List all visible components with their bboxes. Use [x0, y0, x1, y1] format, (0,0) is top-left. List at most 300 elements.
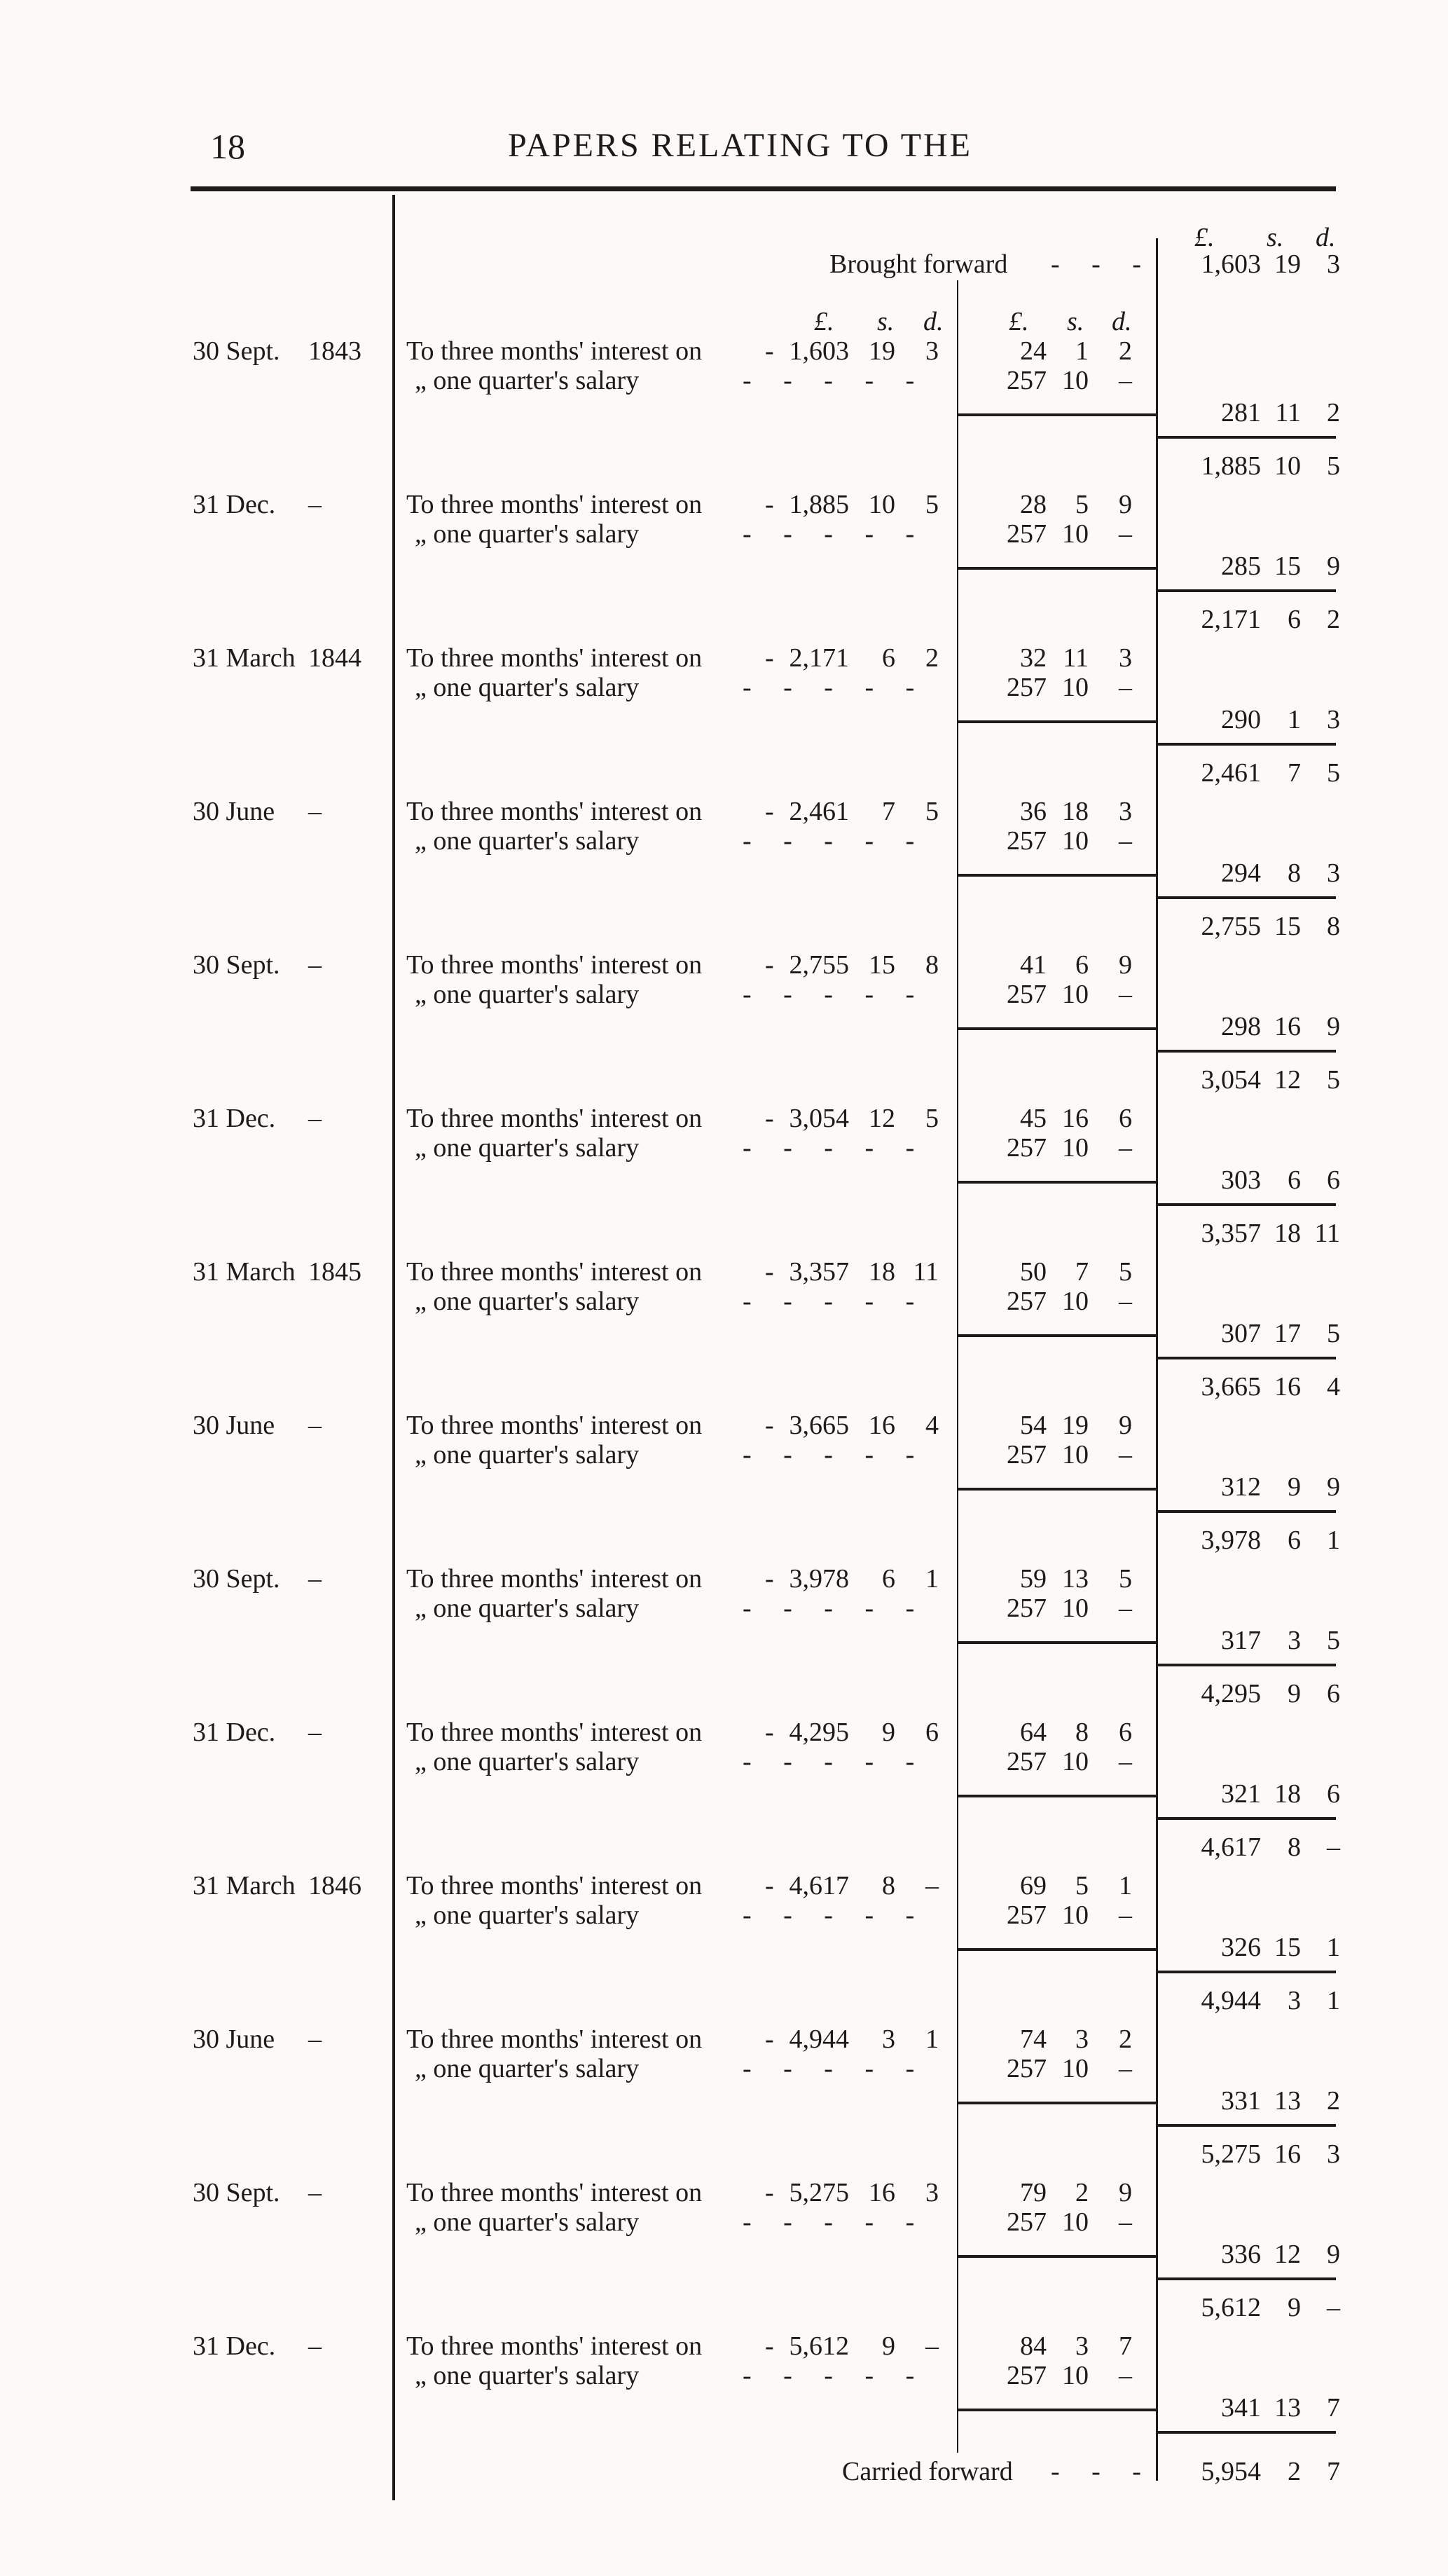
- principal-leader-dash: -: [765, 1871, 774, 1900]
- running-balance-pounds: 2,461: [1201, 758, 1261, 788]
- interest-pounds: 54: [1020, 1411, 1047, 1440]
- entry-date: 30 June: [193, 1411, 275, 1440]
- interest-pence: 6: [1119, 1718, 1132, 1747]
- salary-pounds: 257: [1007, 1747, 1047, 1776]
- principal-pounds: 3,357: [789, 1257, 849, 1287]
- salary-description: „ one quarter's salary: [415, 2054, 640, 2083]
- interest-description: To three months' interest on: [406, 490, 703, 519]
- quarter-total-pence: 9: [1327, 1012, 1340, 1041]
- quarter-total-pence: 6: [1327, 1779, 1340, 1809]
- running-balance-shillings: 15: [1274, 912, 1301, 941]
- interest-pounds: 74: [1020, 2025, 1047, 2054]
- subtotal-rule: [958, 567, 1157, 570]
- interest-pounds: 84: [1020, 2331, 1047, 2361]
- interest-description: To three months' interest on: [406, 336, 703, 366]
- interest-column-rule: [957, 280, 958, 2453]
- salary-pounds: 257: [1007, 366, 1047, 395]
- principal-pence: 3: [925, 336, 939, 366]
- quarter-total-pounds: 281: [1221, 398, 1261, 427]
- quarter-total-shillings: 3: [1288, 1626, 1301, 1655]
- salary-shillings: 10: [1062, 980, 1089, 1009]
- entry-date: 30 Sept.: [193, 950, 280, 980]
- running-title: PAPERS RELATING TO THE: [508, 127, 972, 164]
- quarter-total-pounds: 298: [1221, 1012, 1261, 1041]
- entry-date: 31 Dec.: [193, 490, 276, 519]
- running-balance-pence: 8: [1327, 912, 1340, 941]
- quarter-total-pounds: 285: [1221, 551, 1261, 581]
- principal-leader-dash: -: [765, 1257, 774, 1287]
- salary-shillings: 10: [1062, 1747, 1089, 1776]
- salary-pounds: 257: [1007, 519, 1047, 549]
- quarter-total-shillings: 12: [1274, 2240, 1301, 2269]
- principal-leader-dash: -: [765, 1718, 774, 1747]
- quarter-total-pence: 2: [1327, 398, 1340, 427]
- salary-shillings: 10: [1062, 1594, 1089, 1623]
- salary-leader: - - - - -: [743, 1747, 928, 1776]
- quarter-total-pence: 5: [1327, 1626, 1340, 1655]
- principal-shillings: 6: [882, 1564, 895, 1594]
- running-balance-shillings: 8: [1288, 1832, 1301, 1862]
- running-balance-shillings: 18: [1274, 1219, 1301, 1248]
- salary-pence: –: [1119, 1440, 1132, 1469]
- running-balance-pounds: 2,755: [1201, 912, 1261, 941]
- principal-pounds: 3,665: [789, 1411, 849, 1440]
- entry-year: –: [308, 950, 322, 980]
- quarter-total-pence: 6: [1327, 1165, 1340, 1195]
- interest-pence: 9: [1119, 2178, 1132, 2207]
- principal-shillings: 7: [882, 797, 895, 826]
- interest-description: To three months' interest on: [406, 643, 703, 673]
- quarter-total-pence: 3: [1327, 705, 1340, 734]
- principal-shillings-header: s.: [877, 307, 895, 336]
- interest-description: To three months' interest on: [406, 1871, 703, 1900]
- balance-rule: [1157, 1971, 1336, 1973]
- page-number: 18: [210, 127, 245, 166]
- quarter-total-pounds: 290: [1221, 705, 1261, 734]
- interest-pence-header: d.: [1112, 307, 1132, 336]
- entry-date: 31 March: [193, 1871, 296, 1900]
- principal-shillings: 18: [869, 1257, 895, 1287]
- interest-shillings: 5: [1075, 1871, 1089, 1900]
- salary-shillings: 10: [1062, 1133, 1089, 1163]
- salary-leader: - - - - -: [743, 1287, 928, 1316]
- principal-pounds: 1,603: [789, 336, 849, 366]
- interest-pounds: 59: [1020, 1564, 1047, 1594]
- entry-year: –: [308, 2025, 322, 2054]
- quarter-total-shillings: 11: [1275, 398, 1301, 427]
- running-balance-shillings: 10: [1274, 451, 1301, 481]
- entry-date: 30 Sept.: [193, 1564, 280, 1594]
- subtotal-rule: [958, 2409, 1157, 2411]
- entry-year: –: [308, 1411, 322, 1440]
- principal-shillings: 8: [882, 1871, 895, 1900]
- interest-shillings: 5: [1075, 490, 1089, 519]
- principal-leader-dash: -: [765, 1564, 774, 1594]
- salary-description: „ one quarter's salary: [415, 1594, 640, 1623]
- principal-pounds: 3,054: [789, 1104, 849, 1133]
- carried-forward-pounds: 5,954: [1201, 2457, 1261, 2486]
- running-balance-pounds: 1,885: [1201, 451, 1261, 481]
- interest-pence: 3: [1119, 797, 1132, 826]
- totals-column-rule: [1156, 238, 1158, 2481]
- brought-forward-label: Brought forward: [829, 249, 1008, 279]
- brought-forward-leader: - - -: [1051, 249, 1154, 279]
- salary-description: „ one quarter's salary: [415, 980, 640, 1009]
- quarter-total-pence: 9: [1327, 551, 1340, 581]
- salary-pence: –: [1119, 826, 1132, 856]
- quarter-total-shillings: 9: [1288, 1472, 1301, 1502]
- salary-pounds: 257: [1007, 1287, 1047, 1316]
- quarter-total-shillings: 6: [1288, 1165, 1301, 1195]
- interest-pence: 5: [1119, 1564, 1132, 1594]
- principal-leader-dash: -: [765, 643, 774, 673]
- principal-shillings: 16: [869, 1411, 895, 1440]
- interest-description: To three months' interest on: [406, 1104, 703, 1133]
- quarter-total-pence: 5: [1327, 1319, 1340, 1348]
- quarter-total-shillings: 17: [1274, 1319, 1301, 1348]
- quarter-total-shillings: 13: [1274, 2086, 1301, 2116]
- brought-forward-shillings: 19: [1274, 249, 1301, 279]
- quarter-total-pence: 7: [1327, 2393, 1340, 2423]
- quarter-total-pence: 2: [1327, 2086, 1340, 2116]
- interest-pence: 2: [1119, 2025, 1132, 2054]
- principal-leader-dash: -: [765, 2178, 774, 2207]
- running-balance-pence: –: [1327, 1832, 1340, 1862]
- balance-rule: [1157, 589, 1336, 592]
- salary-description: „ one quarter's salary: [415, 673, 640, 702]
- interest-pounds: 79: [1020, 2178, 1047, 2207]
- principal-leader-dash: -: [765, 2025, 774, 2054]
- quarter-total-pounds: 321: [1221, 1779, 1261, 1809]
- running-balance-shillings: 6: [1288, 1526, 1301, 1555]
- principal-pounds: 2,171: [789, 643, 849, 673]
- principal-shillings: 16: [869, 2178, 895, 2207]
- principal-shillings: 10: [869, 490, 895, 519]
- principal-shillings: 9: [882, 1718, 895, 1747]
- principal-leader-dash: -: [765, 2331, 774, 2361]
- salary-shillings: 10: [1062, 826, 1089, 856]
- brought-forward-pounds: 1,603: [1201, 249, 1261, 279]
- entry-date: 30 Sept.: [193, 336, 280, 366]
- interest-shillings: 2: [1075, 2178, 1089, 2207]
- running-balance-pounds: 2,171: [1201, 605, 1261, 634]
- principal-pence: 3: [925, 2178, 939, 2207]
- subtotal-rule: [958, 1641, 1157, 1644]
- running-balance-pounds: 3,054: [1201, 1065, 1261, 1095]
- interest-shillings: 13: [1062, 1564, 1089, 1594]
- interest-pence: 9: [1119, 950, 1132, 980]
- interest-description: To three months' interest on: [406, 1564, 703, 1594]
- balance-rule: [1157, 1203, 1336, 1206]
- interest-shillings: 7: [1075, 1257, 1089, 1287]
- salary-shillings: 10: [1062, 673, 1089, 702]
- principal-pounds: 4,295: [789, 1718, 849, 1747]
- date-column-rule: [392, 195, 395, 2500]
- quarter-total-pence: 9: [1327, 1472, 1340, 1502]
- salary-description: „ one quarter's salary: [415, 2207, 640, 2237]
- balance-rule: [1157, 1817, 1336, 1820]
- salary-pounds: 257: [1007, 2361, 1047, 2390]
- subtotal-rule: [958, 1027, 1157, 1030]
- salary-leader: - - - - -: [743, 673, 928, 702]
- salary-pence: –: [1119, 1133, 1132, 1163]
- subtotal-rule: [958, 2102, 1157, 2104]
- principal-pence: 5: [925, 1104, 939, 1133]
- balance-rule: [1157, 2277, 1336, 2280]
- salary-shillings: 10: [1062, 2054, 1089, 2083]
- quarter-total-pounds: 326: [1221, 1933, 1261, 1962]
- subtotal-rule: [958, 1795, 1157, 1797]
- carried-forward-shillings: 2: [1288, 2457, 1301, 2486]
- interest-pounds: 50: [1020, 1257, 1047, 1287]
- running-balance-shillings: 16: [1274, 1372, 1301, 1402]
- principal-leader-dash: -: [765, 336, 774, 366]
- salary-pence: –: [1119, 2207, 1132, 2237]
- interest-shillings-header: s.: [1067, 307, 1084, 336]
- salary-pence: –: [1119, 1900, 1132, 1930]
- salary-pounds: 257: [1007, 2054, 1047, 2083]
- salary-leader: - - - - -: [743, 980, 928, 1009]
- quarter-total-shillings: 15: [1274, 551, 1301, 581]
- interest-pounds: 64: [1020, 1718, 1047, 1747]
- running-balance-pounds: 4,944: [1201, 1986, 1261, 2015]
- balance-rule: [1157, 896, 1336, 899]
- balance-rule: [1157, 1357, 1336, 1359]
- entry-date: 31 Dec.: [193, 1104, 276, 1133]
- salary-pence: –: [1119, 1594, 1132, 1623]
- running-balance-shillings: 16: [1274, 2139, 1301, 2169]
- salary-pence: –: [1119, 2361, 1132, 2390]
- entry-date: 31 Dec.: [193, 1718, 276, 1747]
- interest-description: To three months' interest on: [406, 1257, 703, 1287]
- salary-shillings: 10: [1062, 519, 1089, 549]
- salary-description: „ one quarter's salary: [415, 1900, 640, 1930]
- running-balance-pounds: 3,665: [1201, 1372, 1261, 1402]
- quarter-total-pence: 3: [1327, 858, 1340, 888]
- running-balance-pence: 6: [1327, 1679, 1340, 1708]
- principal-pence-header: d.: [923, 307, 944, 336]
- quarter-total-pounds: 317: [1221, 1626, 1261, 1655]
- entry-year: –: [308, 2331, 322, 2361]
- interest-pounds: 32: [1020, 643, 1047, 673]
- balance-rule: [1157, 1050, 1336, 1053]
- principal-pence: –: [925, 2331, 939, 2361]
- entry-date: 30 June: [193, 2025, 275, 2054]
- salary-shillings: 10: [1062, 366, 1089, 395]
- principal-pence: 11: [913, 1257, 939, 1287]
- principal-pence: 5: [925, 797, 939, 826]
- principal-leader-dash: -: [765, 797, 774, 826]
- running-balance-pounds: 5,612: [1201, 2293, 1261, 2322]
- interest-pounds-header: £.: [1009, 307, 1029, 336]
- carried-forward-leader: - - -: [1051, 2457, 1154, 2486]
- principal-pounds: 1,885: [789, 490, 849, 519]
- quarter-total-pounds: 303: [1221, 1165, 1261, 1195]
- quarter-total-pounds: 312: [1221, 1472, 1261, 1502]
- salary-description: „ one quarter's salary: [415, 2361, 640, 2390]
- interest-pence: 9: [1119, 490, 1132, 519]
- salary-leader: - - - - -: [743, 1133, 928, 1163]
- quarter-total-pounds: 307: [1221, 1319, 1261, 1348]
- brought-forward-pence: 3: [1327, 249, 1340, 279]
- balance-rule: [1157, 1664, 1336, 1666]
- carried-forward-pence: 7: [1327, 2457, 1340, 2486]
- interest-pence: 6: [1119, 1104, 1132, 1133]
- entry-year: 1843: [308, 336, 361, 366]
- salary-leader: - - - - -: [743, 366, 928, 395]
- interest-shillings: 8: [1075, 1718, 1089, 1747]
- subtotal-rule: [958, 413, 1157, 416]
- running-balance-shillings: 7: [1288, 758, 1301, 788]
- interest-shillings: 11: [1063, 643, 1089, 673]
- principal-shillings: 15: [869, 950, 895, 980]
- subtotal-rule: [958, 1334, 1157, 1337]
- principal-shillings: 12: [869, 1104, 895, 1133]
- quarter-total-shillings: 13: [1274, 2393, 1301, 2423]
- salary-pence: –: [1119, 2054, 1132, 2083]
- interest-shillings: 3: [1075, 2025, 1089, 2054]
- salary-shillings: 10: [1062, 1287, 1089, 1316]
- running-balance-shillings: 6: [1288, 605, 1301, 634]
- interest-pence: 7: [1119, 2331, 1132, 2361]
- interest-pounds: 69: [1020, 1871, 1047, 1900]
- principal-pence: 2: [925, 643, 939, 673]
- principal-leader-dash: -: [765, 490, 774, 519]
- balance-rule: [1157, 2431, 1336, 2434]
- principal-pence: 6: [925, 1718, 939, 1747]
- header-shillings: s.: [1267, 223, 1284, 252]
- carried-forward-label: Carried forward: [842, 2457, 1013, 2486]
- quarter-total-shillings: 15: [1274, 1933, 1301, 1962]
- salary-shillings: 10: [1062, 1440, 1089, 1469]
- interest-description: To three months' interest on: [406, 797, 703, 826]
- running-balance-pounds: 3,357: [1201, 1219, 1261, 1248]
- principal-leader-dash: -: [765, 950, 774, 980]
- principal-pence: 5: [925, 490, 939, 519]
- salary-pounds: 257: [1007, 1133, 1047, 1163]
- salary-pence: –: [1119, 1747, 1132, 1776]
- salary-pounds: 257: [1007, 1594, 1047, 1623]
- balance-rule: [1157, 743, 1336, 746]
- interest-shillings: 19: [1062, 1411, 1089, 1440]
- interest-description: To three months' interest on: [406, 2178, 703, 2207]
- principal-pounds: 4,944: [789, 2025, 849, 2054]
- quarter-total-shillings: 16: [1274, 1012, 1301, 1041]
- salary-pence: –: [1119, 1287, 1132, 1316]
- salary-leader: - - - - -: [743, 826, 928, 856]
- quarter-total-pence: 9: [1327, 2240, 1340, 2269]
- running-balance-shillings: 9: [1288, 1679, 1301, 1708]
- running-balance-pence: 5: [1327, 758, 1340, 788]
- salary-description: „ one quarter's salary: [415, 1747, 640, 1776]
- running-balance-pence: 1: [1327, 1986, 1340, 2015]
- salary-shillings: 10: [1062, 2361, 1089, 2390]
- principal-pence: –: [925, 1871, 939, 1900]
- principal-shillings: 3: [882, 2025, 895, 2054]
- principal-pounds: 5,612: [789, 2331, 849, 2361]
- running-balance-pence: 2: [1327, 605, 1340, 634]
- interest-pounds: 45: [1020, 1104, 1047, 1133]
- principal-pounds: 4,617: [789, 1871, 849, 1900]
- entry-date: 31 March: [193, 1257, 296, 1287]
- salary-pence: –: [1119, 980, 1132, 1009]
- running-balance-pence: 4: [1327, 1372, 1340, 1402]
- interest-shillings: 16: [1062, 1104, 1089, 1133]
- balance-rule: [1157, 1510, 1336, 1513]
- interest-pence: 9: [1119, 1411, 1132, 1440]
- subtotal-rule: [958, 874, 1157, 877]
- subtotal-rule: [958, 1948, 1157, 1951]
- interest-description: To three months' interest on: [406, 2331, 703, 2361]
- quarter-total-pence: 1: [1327, 1933, 1340, 1962]
- salary-leader: - - - - -: [743, 519, 928, 549]
- interest-pounds: 41: [1020, 950, 1047, 980]
- quarter-total-shillings: 8: [1288, 858, 1301, 888]
- salary-pounds: 257: [1007, 826, 1047, 856]
- salary-description: „ one quarter's salary: [415, 1133, 640, 1163]
- running-balance-shillings: 9: [1288, 2293, 1301, 2322]
- header-pence: d.: [1316, 223, 1336, 252]
- salary-pence: –: [1119, 366, 1132, 395]
- salary-shillings: 10: [1062, 1900, 1089, 1930]
- salary-description: „ one quarter's salary: [415, 366, 640, 395]
- subtotal-rule: [958, 1181, 1157, 1184]
- interest-pounds: 24: [1020, 336, 1047, 366]
- subtotal-rule: [958, 1488, 1157, 1491]
- salary-leader: - - - - -: [743, 1900, 928, 1930]
- entry-year: –: [308, 1718, 322, 1747]
- running-balance-pence: 5: [1327, 451, 1340, 481]
- balance-rule: [1157, 2124, 1336, 2127]
- running-balance-pounds: 5,275: [1201, 2139, 1261, 2169]
- interest-shillings: 1: [1075, 336, 1089, 366]
- salary-pence: –: [1119, 519, 1132, 549]
- header-pounds: £.: [1194, 223, 1215, 252]
- interest-pence: 2: [1119, 336, 1132, 366]
- subtotal-rule: [958, 2255, 1157, 2258]
- principal-leader-dash: -: [765, 1104, 774, 1133]
- principal-pence: 8: [925, 950, 939, 980]
- salary-description: „ one quarter's salary: [415, 519, 640, 549]
- salary-pounds: 257: [1007, 2207, 1047, 2237]
- interest-shillings: 6: [1075, 950, 1089, 980]
- salary-leader: - - - - -: [743, 1594, 928, 1623]
- salary-description: „ one quarter's salary: [415, 1287, 640, 1316]
- entry-year: 1846: [308, 1871, 361, 1900]
- interest-pence: 1: [1119, 1871, 1132, 1900]
- principal-pounds-header: £.: [814, 307, 834, 336]
- principal-shillings: 6: [882, 643, 895, 673]
- interest-pounds: 36: [1020, 797, 1047, 826]
- running-balance-pence: 3: [1327, 2139, 1340, 2169]
- quarter-total-shillings: 18: [1274, 1779, 1301, 1809]
- running-balance-shillings: 3: [1288, 1986, 1301, 2015]
- quarter-total-pounds: 336: [1221, 2240, 1261, 2269]
- interest-shillings: 18: [1062, 797, 1089, 826]
- salary-description: „ one quarter's salary: [415, 1440, 640, 1469]
- salary-description: „ one quarter's salary: [415, 826, 640, 856]
- principal-pence: 1: [925, 1564, 939, 1594]
- quarter-total-shillings: 1: [1288, 705, 1301, 734]
- running-balance-pounds: 3,978: [1201, 1526, 1261, 1555]
- running-balance-pence: 5: [1327, 1065, 1340, 1095]
- salary-pounds: 257: [1007, 980, 1047, 1009]
- running-balance-pence: 11: [1314, 1219, 1340, 1248]
- running-balance-pounds: 4,617: [1201, 1832, 1261, 1862]
- entry-date: 30 Sept.: [193, 2178, 280, 2207]
- subtotal-rule: [958, 720, 1157, 723]
- interest-description: To three months' interest on: [406, 1718, 703, 1747]
